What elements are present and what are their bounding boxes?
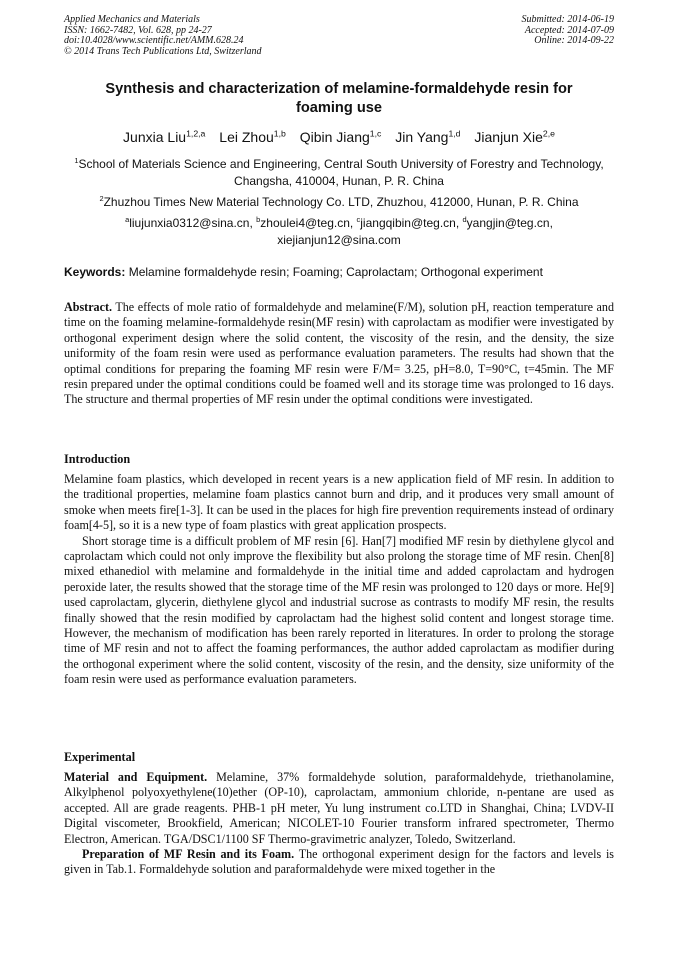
author-emails: [64, 215, 614, 248]
author-affil-marker: 1,d: [448, 128, 461, 139]
affiliation-2: [64, 194, 614, 211]
paper-title: [64, 80, 614, 118]
author: [300, 129, 382, 145]
author: [123, 129, 205, 145]
affiliation-marker: 2: [99, 194, 104, 203]
paragraph-text: The orthogonal experiment design for the factors and levels is given in Tab.1. Formaldehyde solution and paraformaldehyde were mixed together in the: [64, 847, 615, 877]
author-name: Junxia Liu: [123, 129, 187, 145]
keywords: [64, 264, 614, 280]
email-marker: b: [256, 215, 261, 224]
introduction-body: [64, 472, 614, 688]
title-line-1: Synthesis and characterization of melamine-formaldehyde resin for: [105, 81, 573, 97]
journal-name: Applied Mechanics and Materials: [64, 14, 200, 25]
submitted-date: Submitted: 2014-06-19: [521, 14, 614, 25]
keywords-text: Melamine formaldehyde resin; Foaming; Caprolactam; Orthogonal experiment: [128, 265, 543, 279]
affiliation-text: School of Materials Science and Engineering, Central South University of Forestry and Technology,: [78, 157, 604, 171]
runin-heading: Preparation of MF Resin and its Foam.: [82, 847, 295, 862]
experimental-body: [64, 770, 614, 878]
submission-dates: [522, 15, 615, 57]
abstract: [64, 300, 614, 408]
email-link[interactable]: jiangqibin@teg.cn,: [360, 216, 460, 230]
paragraph-text: Melamine, 37% formaldehyde solution, paraformaldehyde, triethanolamine, Alkylphenol polyoxyethylene(10)ether (OP-10), caprolactam, ammonium chloride, n-pentane are used as accepted. All are grade reagents. PHB-1 pH meter, Yu lung instrument co.LTD in Shanghai, China; LVDV-II Digital viscometer, Brookfield, American; NICOLET-10 Fourier transform infrared spectrometer, Thermo Electron, American. TGA/DSC1/1100 SF Thermo-gravimetric analyzer, Toledo, Switzerland.: [64, 770, 614, 846]
author-affil-marker: 1,b: [273, 128, 286, 139]
paragraph: Melamine foam plastics, which developed in recent years is a new application field of MF resin. In addition to the traditional properties, melamine foam plastics cannot burn and drip, and it produces very small amount of smoke when meets fire[1-3]. It can be used in the places for high fire prevention requirements instead of ordinary foam[4-5], so it is a new type of foam plastics with great application prospects.: [64, 472, 614, 533]
journal-issn: ISSN: 1662-7482, Vol. 628, pp 24-27: [64, 24, 212, 36]
title-line-2: foaming use: [296, 100, 382, 116]
abstract-label: Abstract.: [64, 300, 113, 314]
paragraph: [64, 847, 614, 878]
author: [474, 129, 555, 145]
experimental-heading: Experimental: [64, 750, 136, 764]
email-marker: a: [125, 215, 130, 224]
author-name: Jianjun Xie: [474, 129, 543, 145]
email-link[interactable]: yangjin@teg.cn,: [466, 216, 553, 230]
runin-heading: Material and Equipment.: [64, 770, 208, 784]
accepted-date: Accepted: 2014-07-09: [524, 24, 614, 36]
keywords-label: Keywords:: [64, 265, 126, 279]
abstract-text: The effects of mole ratio of formaldehyde and melamine(F/M), solution pH, reaction temperature and time on the foaming melamine-formaldehyde resin(MF resin) with caprolactam as modifier were investigated by orthogonal experiment design where the solid content, the viscosity of the resin, and the density, the size uniformity of the foam resin were used as performance evaluation parameters. The results had shown that the optimal conditions for preparing the foaming MF resin were F/M= 3.25, pH=8.0, T=90°C, t=45min. The MF resin prepared under the optimal conditions could be foamed well and its storage time was prolonged to 16 days. The structure and thermal properties of MF resin under the optimal conditions were investigated.: [64, 300, 614, 407]
paragraph: Short storage time is a difficult problem of MF resin [6]. Han[7] modified MF resin by diethylene glycol and caprolactam which could not only improve the flexibility but also prolong the storage time of MF resin. Chen[8] mixed ethanediol with melamine and formaldehyde in the initial time and added caprolactam and hydrogen peroxide later, the results showed that the storage time of the MF resin was prolonged to 120 days or more. He[9] used caprolactam, glycerin, diethylene glycol and industrial sucrose as contrasts to modify MF resin, the results finally showed that the resin modified by caprolactam had the highest solid content and longest storage time. However, the mechanism of modification has been rarely reported in literatures. In order to prolong the storage time of MF resin and not to affect the foaming performances, the author added caprolactam as modifier during the orthogonal experiment where the solid content, viscosity of the resin, and the density, size uniformity of the foam resin were used as performance evaluation parameters.: [64, 533, 614, 687]
author-name: Qibin Jiang: [299, 129, 370, 145]
affiliation-text: Changsha, 410004, Hunan, P. R. China: [234, 173, 444, 188]
affiliation-marker: 1: [74, 156, 79, 165]
email-link[interactable]: xiejianjun12@sina.com: [277, 232, 401, 247]
author-name: Jin Yang: [395, 129, 449, 145]
email-link[interactable]: zhoulei4@teg.cn,: [260, 216, 354, 230]
journal-copyright: © 2014 Trans Tech Publications Ltd, Switzerland: [64, 45, 262, 57]
online-date: Online: 2014-09-22: [534, 35, 614, 46]
journal-doi: doi:10.4028/www.scientific.net/AMM.628.24: [64, 35, 244, 46]
author-affil-marker: 1,c: [369, 128, 382, 139]
author-affil-marker: 1,2,a: [186, 128, 206, 139]
paragraph: [64, 770, 614, 847]
affiliation-1: [64, 156, 614, 189]
author: [219, 129, 286, 145]
email-marker: c: [356, 215, 361, 224]
introduction-heading: Introduction: [64, 452, 131, 466]
journal-info: [64, 15, 262, 57]
author: [395, 129, 460, 145]
author-affil-marker: 2,e: [542, 128, 555, 139]
author-name: Lei Zhou: [219, 129, 274, 145]
affiliation-text: Zhuzhou Times New Material Technology Co. LTD, Zhuzhou, 412000, Hunan, P. R. China: [103, 195, 579, 209]
author-list: [64, 128, 614, 146]
journal-header: [64, 15, 614, 57]
email-link[interactable]: liujunxia0312@sina.cn,: [129, 216, 253, 230]
email-marker: d: [462, 215, 467, 224]
